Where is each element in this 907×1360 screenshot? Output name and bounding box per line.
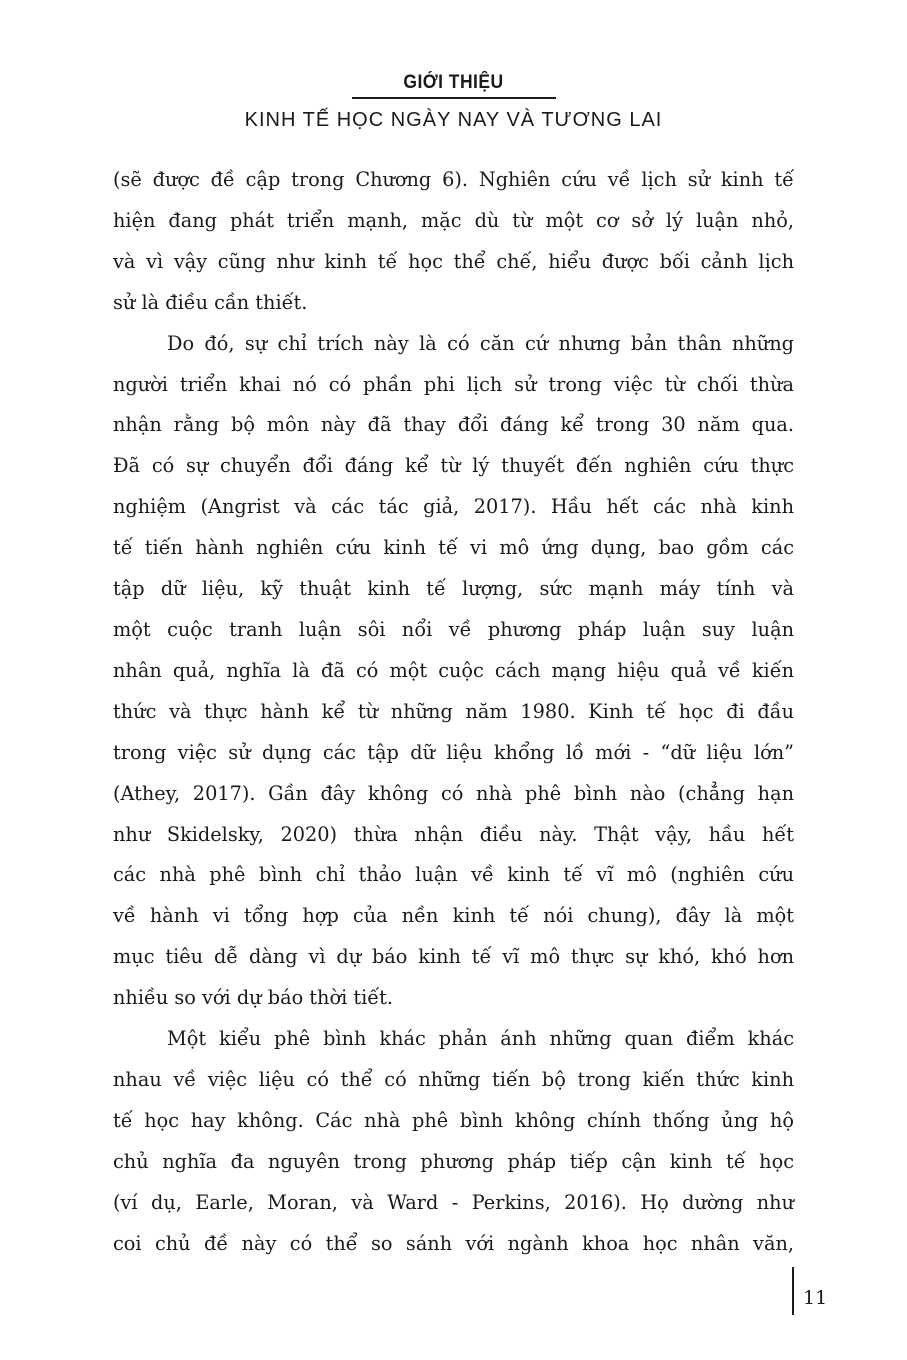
text-line: và vì vậy cũng như kinh tế học thể chế, hiểu được bối cảnh lịch <box>113 249 794 273</box>
text-line: nhiều so với dự báo thời tiết. <box>113 986 394 1010</box>
section-label: GIỚI THIỆU <box>403 72 504 93</box>
text-line: nhau về việc liệu có thể có những tiến bộ trong kiến thức kinh <box>113 1067 794 1091</box>
text-line: trong việc sử dụng các tập dữ liệu khổng lồ mới - “dữ liệu lớn” <box>113 740 794 764</box>
header-divider <box>352 97 556 99</box>
text-line: mục tiêu dễ dàng vì dự báo kinh tế vĩ mô thực sự khó, khó hơn <box>113 945 794 969</box>
page-number: 11 <box>803 1287 828 1309</box>
body-text <box>113 160 794 1264</box>
text-line: Một kiểu phê bình khác phản ánh những quan điểm khác <box>167 1027 794 1051</box>
text-line: các nhà phê bình chỉ thảo luận về kinh tế vĩ mô (nghiên cứu <box>113 863 794 887</box>
page-number-rule <box>792 1267 794 1315</box>
text-line: Do đó, sự chỉ trích này là có căn cứ nhưng bản thân những <box>167 331 794 355</box>
text-line: nghiệm (Angrist và các tác giả, 2017). Hầu hết các nhà kinh <box>113 495 794 519</box>
text-line: nhân quả, nghĩa là đã có một cuộc cách mạng hiệu quả về kiến <box>113 658 794 682</box>
text-line: tế tiến hành nghiên cứu kinh tế vi mô ứng dụng, bao gồm các <box>113 536 794 560</box>
text-line: về hành vi tổng hợp của nền kinh tế nói chung), đây là một <box>113 904 794 928</box>
text-line: tế học hay không. Các nhà phê bình không chính thống ủng hộ <box>113 1108 794 1132</box>
paragraph-3 <box>113 1019 794 1264</box>
text-line: sử là điều cần thiết. <box>113 290 308 314</box>
text-line: người triển khai nó có phần phi lịch sử trong việc từ chối thừa <box>113 372 794 396</box>
text-line: (Athey, 2017). Gần đây không có nhà phê bình nào (chẳng hạn <box>113 781 794 805</box>
text-line: tập dữ liệu, kỹ thuật kinh tế lượng, sức mạnh máy tính và <box>113 577 794 601</box>
running-header <box>0 0 907 140</box>
text-line: (ví dụ, Earle, Moran, và Ward - Perkins, 2016). Họ dường như <box>113 1190 794 1214</box>
text-line: coi chủ đề này có thể so sánh với ngành khoa học nhân văn, <box>113 1231 794 1255</box>
text-line: thức và thực hành kể từ những năm 1980. Kinh tế học đi đầu <box>113 699 794 723</box>
paragraph-1 <box>113 160 794 324</box>
book-title: KINH TẾ HỌC NGÀY NAY VÀ TƯƠNG LAI <box>244 109 663 131</box>
text-line: chủ nghĩa đa nguyên trong phương pháp tiếp cận kinh tế học <box>113 1149 794 1173</box>
text-line: một cuộc tranh luận sôi nổi về phương pháp luận suy luận <box>113 617 794 641</box>
text-line: hiện đang phát triển mạnh, mặc dù từ một cơ sở lý luận nhỏ, <box>113 208 794 232</box>
text-line: (sẽ được đề cập trong Chương 6). Nghiên cứu về lịch sử kinh tế <box>113 168 794 191</box>
text-line: như Skidelsky, 2020) thừa nhận điều này. Thật vậy, hầu hết <box>113 822 794 846</box>
text-line: Đã có sự chuyển đổi đáng kể từ lý thuyết đến nghiên cứu thực <box>113 454 794 478</box>
text-line: nhận rằng bộ môn này đã thay đổi đáng kể trong 30 năm qua. <box>113 413 794 437</box>
paragraph-2 <box>113 324 794 1019</box>
